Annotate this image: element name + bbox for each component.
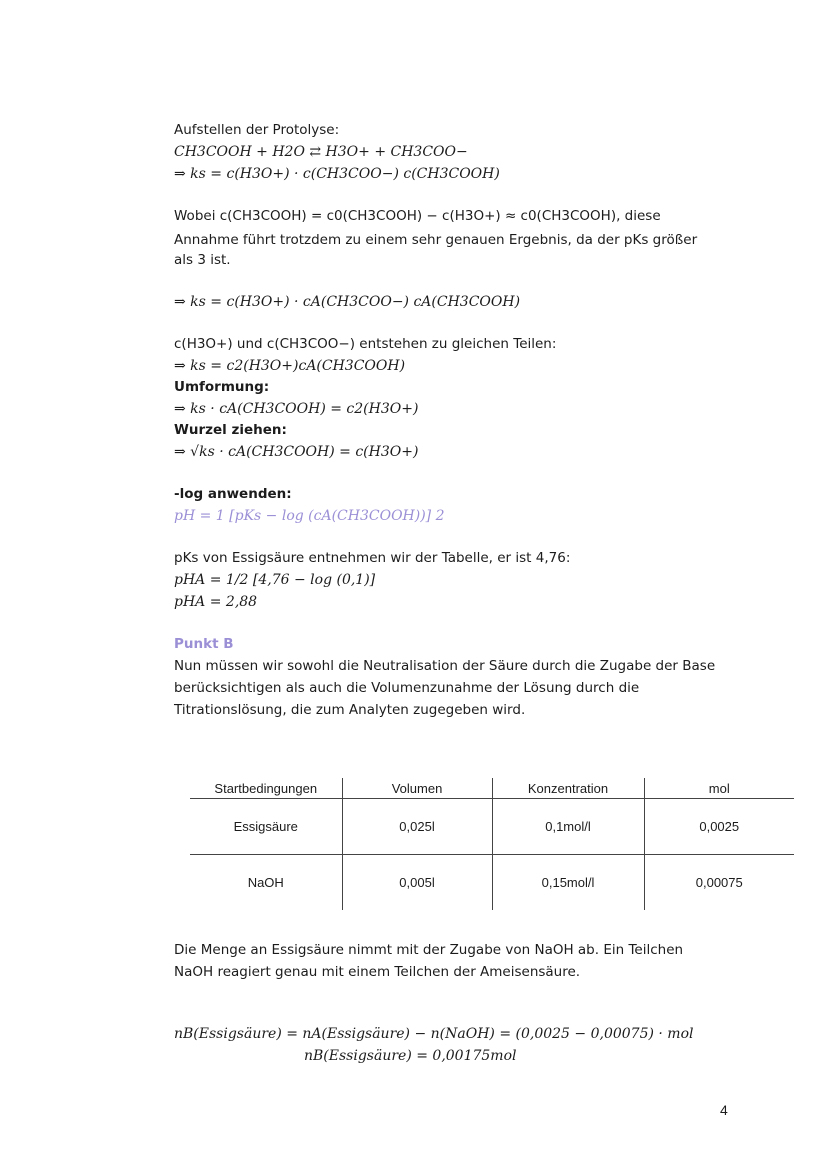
rearranged-expression: ⇒ ks · cA(CH3COOH) = c2(H3O+) <box>174 401 419 417</box>
table-cell: 0,025l <box>342 799 492 855</box>
table-row <box>190 799 794 855</box>
table-cell: 0,005l <box>342 855 492 911</box>
punkt-b-text-1: Nun müssen wir sowohl die Neutralisation der Säure durch die Zugabe der Base <box>174 658 716 674</box>
punkt-b-text-2: berücksichtigen als auch die Volumenzunahme der Lösung durch die <box>174 680 640 696</box>
table-cell: 0,00075 <box>644 855 794 911</box>
table-cell: 0,0025 <box>644 799 794 855</box>
table-row <box>190 855 794 911</box>
approximation-text-1: Wobei c(CH3COOH) = c0(CH3COOH) − c(H3O+) ≈ c0(CH3COOH), diese <box>174 208 661 224</box>
table-header: Konzentration <box>492 778 644 799</box>
approximation-text-3: als 3 ist. <box>174 252 231 268</box>
table-cell: 0,15mol/l <box>492 855 644 911</box>
consumption-text-1: Die Menge an Essigsäure nimmt mit der Zugabe von NaOH ab. Ein Teilchen <box>174 942 684 958</box>
table-header: Volumen <box>342 778 492 799</box>
protolysis-equation: CH3COOH + H2O ⇄ H3O+ + CH3COO− <box>174 144 468 160</box>
table-cell: NaOH <box>247 875 284 890</box>
table-cell: 0,1mol/l <box>492 799 644 855</box>
ph-formula: pH = 1 [pKs − log (cA(CH3COOH))] 2 <box>174 508 445 524</box>
equal-parts-text: c(H3O+) und c(CH3COO−) entstehen zu gleichen Teilen: <box>174 336 557 352</box>
mole-result: nB(Essigsäure) = 0,00175mol <box>304 1048 517 1064</box>
punkt-b-text-3: Titrationslösung, die zum Analyten zugegeben wird. <box>174 702 526 718</box>
page-number: 4 <box>720 1102 728 1118</box>
pha-calculation: pHA = 1/2 [4,76 − log (0,1)] <box>174 572 376 588</box>
ks-expression: ⇒ ks = c(H3O+) · c(CH3COO−) c(CH3COOH) <box>174 166 500 182</box>
table-cell: Essigsäure <box>190 799 342 855</box>
consumption-text-2: NaOH reagiert genau mit einem Teilchen der Ameisensäure. <box>174 964 581 980</box>
table-header: mol <box>644 778 794 799</box>
pha-result: pHA = 2,88 <box>174 594 258 610</box>
log-label: -log anwenden: <box>174 486 292 502</box>
sqrt-expression: ⇒ √ks · cA(CH3COOH) = c(H3O+) <box>174 444 419 460</box>
mole-equation: nB(Essigsäure) = nA(Essigsäure) − n(NaOH) = (0,0025 − 0,00075) · mol <box>174 1026 694 1042</box>
umformung-label: Umformung: <box>174 379 270 395</box>
ks-approx-expression: ⇒ ks = c(H3O+) · cA(CH3COO−) cA(CH3COOH) <box>174 294 521 310</box>
punkt-b-heading: Punkt B <box>174 636 234 652</box>
ks-squared-expression: ⇒ ks = c2(H3O+)cA(CH3COOH) <box>174 358 406 374</box>
approximation-text-2: Annahme führt trotzdem zu einem sehr genauen Ergebnis, da der pKs größer <box>174 232 698 248</box>
pks-text: pKs von Essigsäure entnehmen wir der Tabelle, er ist 4,76: <box>174 550 571 566</box>
wurzel-label: Wurzel ziehen: <box>174 422 287 438</box>
table-header: Startbedingungen <box>190 778 342 799</box>
start-conditions-table <box>190 778 794 910</box>
protolysis-heading: Aufstellen der Protolyse: <box>174 122 340 138</box>
